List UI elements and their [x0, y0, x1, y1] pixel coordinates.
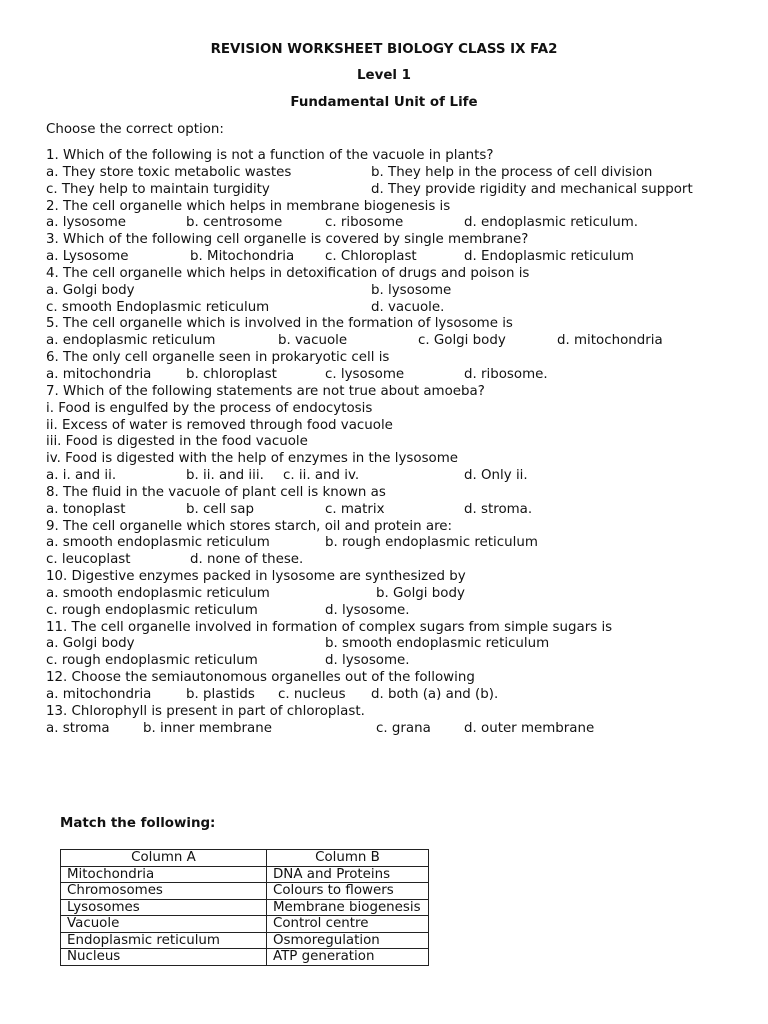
question-line	[46, 636, 746, 653]
option-text: b. inner membrane	[143, 720, 272, 736]
option-text: b. They help in the process of cell division	[371, 164, 653, 180]
worksheet-title: REVISION WORKSHEET BIOLOGY CLASS IX FA2	[210, 42, 558, 57]
option-text: a. They store toxic metabolic wastes	[46, 164, 292, 180]
question-line	[46, 569, 746, 586]
option-text: c. leucoplast	[46, 552, 131, 568]
option-text: c. Chloroplast	[325, 249, 417, 265]
match-row	[61, 883, 429, 900]
option-text: b. centrosome	[186, 215, 283, 231]
question-text: 7. Which of the following statements are not true about amoeba?	[46, 383, 485, 399]
match-row	[61, 899, 429, 916]
question-text: i. Food is engulfed by the process of endocytosis	[46, 400, 373, 416]
option-text: c. matrix	[325, 501, 385, 517]
question-text: 2. The cell organelle which helps in membrane biogenesis is	[46, 198, 451, 214]
option-text: a. i. and ii.	[46, 468, 117, 484]
option-text: c. rough endoplasmic reticulum	[46, 653, 258, 669]
option-text: a. smooth endoplasmic reticulum	[46, 585, 270, 601]
question-line	[46, 367, 746, 384]
match-row	[61, 932, 429, 949]
question-line	[46, 434, 746, 451]
option-text: a. Golgi body	[46, 636, 135, 652]
question-text: 4. The cell organelle which helps in detoxification of drugs and poison is	[46, 265, 530, 281]
question-text: 13. Chlorophyll is present in part of chloroplast.	[46, 703, 365, 719]
option-text: d. endoplasmic reticulum.	[464, 215, 638, 231]
option-text: a. lysosome	[46, 215, 126, 231]
column-a-cell: Mitochondria	[61, 866, 267, 883]
match-table	[60, 849, 429, 966]
instructions: Choose the correct option:	[46, 122, 224, 137]
option-text: d. stroma.	[464, 501, 533, 517]
question-text: 8. The fluid in the vacuole of plant cell is known as	[46, 484, 386, 500]
option-text: c. rough endoplasmic reticulum	[46, 602, 258, 618]
question-text: iii. Food is digested in the food vacuole	[46, 434, 308, 450]
level-heading: Level 1	[357, 68, 411, 83]
question-line	[46, 401, 746, 418]
question-text: 10. Digestive enzymes packed in lysosome are synthesized by	[46, 569, 466, 585]
option-text: c. nucleus	[278, 687, 346, 702]
option-text: b. vacuole	[278, 333, 348, 349]
option-text: b. plastids	[186, 687, 255, 702]
column-b-cell: ATP generation	[267, 949, 429, 966]
question-line	[46, 468, 746, 485]
question-line	[46, 502, 746, 519]
option-text: a. mitochondria	[46, 687, 152, 702]
option-text: c. smooth Endoplasmic reticulum	[46, 299, 270, 315]
question-line	[46, 148, 746, 165]
question-line	[46, 704, 746, 721]
question-line	[46, 603, 746, 620]
option-text: b. Golgi body	[376, 585, 465, 601]
question-line	[46, 384, 746, 401]
option-text: a. endoplasmic reticulum	[46, 333, 216, 349]
question-line	[46, 333, 746, 350]
option-text: d. vacuole.	[371, 299, 445, 315]
match-row	[61, 949, 429, 966]
question-line	[46, 451, 746, 468]
option-text: b. lysosome	[371, 282, 452, 298]
question-line	[46, 316, 746, 333]
option-text: d. outer membrane	[464, 720, 595, 736]
option-text: d. Only ii.	[464, 468, 528, 484]
option-text: d. ribosome.	[464, 366, 548, 382]
question-line	[46, 620, 746, 637]
question-line	[46, 266, 746, 283]
column-a-cell: Chromosomes	[61, 883, 267, 900]
option-text: a. stroma	[46, 720, 110, 736]
question-line	[46, 653, 746, 670]
option-text: d. none of these.	[190, 552, 304, 568]
question-line	[46, 519, 746, 536]
question-line	[46, 535, 746, 552]
question-text: 6. The only cell organelle seen in prokaryotic cell is	[46, 350, 390, 366]
question-line	[46, 350, 746, 367]
question-line	[46, 687, 746, 704]
column-a-header: Column A	[61, 850, 267, 867]
match-title: Match the following:	[60, 816, 216, 831]
question-text: 3. Which of the following cell organelle is covered by single membrane?	[46, 232, 529, 248]
option-text: b. smooth endoplasmic reticulum	[325, 636, 550, 652]
option-text: c. Golgi body	[418, 333, 506, 349]
question-line	[46, 485, 746, 502]
question-text: iv. Food is digested with the help of enzymes in the lysosome	[46, 451, 459, 467]
match-row	[61, 866, 429, 883]
option-text: a. mitochondria	[46, 366, 152, 382]
question-line	[46, 418, 746, 435]
questions-block	[46, 148, 746, 738]
question-line	[46, 300, 746, 317]
option-text: a. tonoplast	[46, 501, 126, 517]
question-line	[46, 165, 746, 182]
option-text: a. smooth endoplasmic reticulum	[46, 535, 270, 551]
question-line	[46, 215, 746, 232]
question-line	[46, 182, 746, 199]
option-text: b. ii. and iii.	[186, 468, 264, 484]
option-text: d. They provide rigidity and mechanical support	[371, 181, 693, 197]
match-header-row	[61, 850, 429, 867]
column-b-cell: Control centre	[267, 916, 429, 933]
option-text: c. lysosome	[325, 366, 405, 382]
option-text: d. Endoplasmic reticulum	[464, 249, 634, 265]
option-text: c. ribosome	[325, 215, 404, 231]
question-text: 1. Which of the following is not a function of the vacuole in plants?	[46, 148, 494, 163]
column-a-cell: Endoplasmic reticulum	[61, 932, 267, 949]
option-text: b. rough endoplasmic reticulum	[325, 535, 538, 551]
question-text: ii. Excess of water is removed through food vacuole	[46, 417, 393, 433]
option-text: d. lysosome.	[325, 653, 410, 669]
question-text: 9. The cell organelle which stores starch, oil and protein are:	[46, 518, 453, 534]
option-text: d. both (a) and (b).	[371, 687, 499, 702]
option-text: c. They help to maintain turgidity	[46, 181, 270, 197]
option-text: b. Mitochondria	[190, 249, 295, 265]
option-text: a. Lysosome	[46, 249, 129, 265]
question-line	[46, 586, 746, 603]
column-a-cell: Lysosomes	[61, 899, 267, 916]
column-b-cell: DNA and Proteins	[267, 866, 429, 883]
column-b-cell: Osmoregulation	[267, 932, 429, 949]
option-text: d. lysosome.	[325, 602, 410, 618]
question-text: 12. Choose the semiautonomous organelles out of the following	[46, 670, 475, 686]
option-text: c. grana	[376, 720, 431, 736]
option-text: c. ii. and iv.	[283, 468, 360, 484]
column-a-cell: Vacuole	[61, 916, 267, 933]
column-a-cell: Nucleus	[61, 949, 267, 966]
column-b-header: Column B	[267, 850, 429, 867]
question-line	[46, 552, 746, 569]
topic-heading: Fundamental Unit of Life	[290, 95, 478, 110]
column-b-cell: Colours to flowers	[267, 883, 429, 900]
question-line	[46, 199, 746, 216]
question-line	[46, 670, 746, 687]
question-line	[46, 283, 746, 300]
question-line	[46, 721, 746, 738]
match-row	[61, 916, 429, 933]
question-line	[46, 249, 746, 266]
question-text: 11. The cell organelle involved in formation of complex sugars from simple sugars is	[46, 619, 613, 635]
option-text: b. cell sap	[186, 501, 254, 517]
option-text: a. Golgi body	[46, 282, 135, 298]
option-text: b. chloroplast	[186, 366, 277, 382]
option-text: d. mitochondria	[557, 333, 663, 349]
question-text: 5. The cell organelle which is involved in the formation of lysosome is	[46, 316, 513, 332]
question-line	[46, 232, 746, 249]
column-b-cell: Membrane biogenesis	[267, 899, 429, 916]
